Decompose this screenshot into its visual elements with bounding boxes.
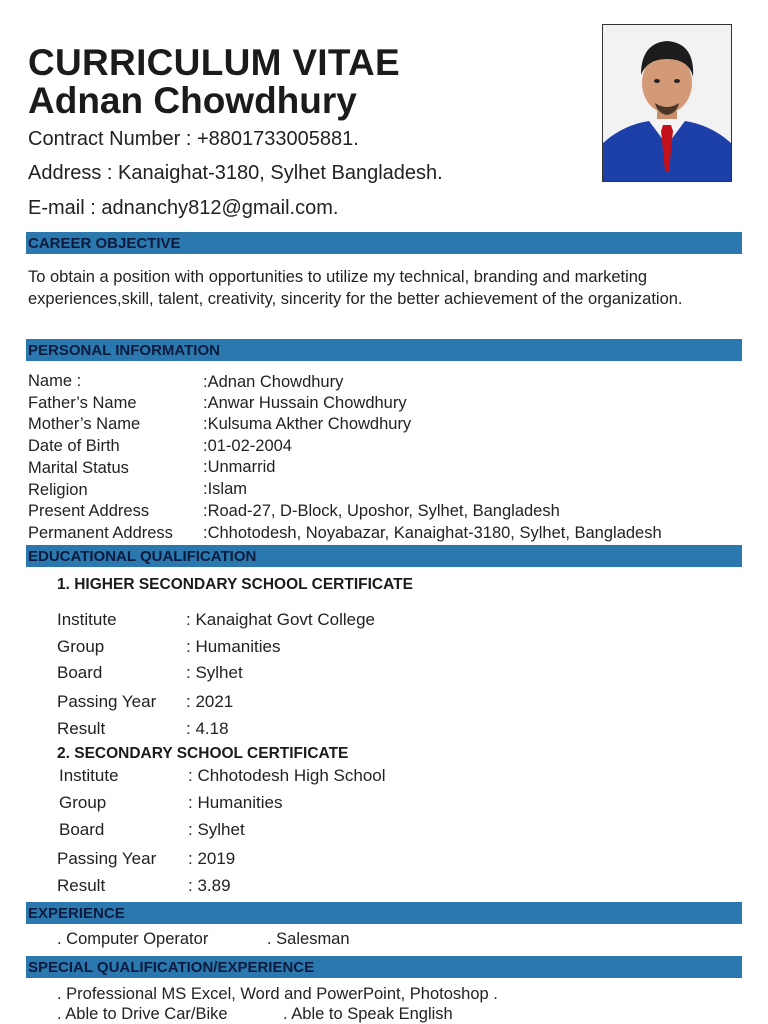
ssc-label-institute: Institute — [59, 766, 119, 785]
personal-label-marital: Marital Status — [28, 459, 129, 477]
personal-value-marital: :Unmarrid — [203, 458, 276, 476]
career-objective-text: To obtain a position with opportunities to utilize my technical, branding and marketing experiences,skill, talent, creativity, sincerity for the better achievement of the organization. — [28, 268, 683, 308]
section-title: EXPERIENCE — [28, 905, 125, 922]
candidate-name: Adnan Chowdhury — [28, 80, 357, 121]
experience-item: . Computer Operator — [57, 930, 209, 948]
hsc-label-institute: Institute — [57, 610, 117, 629]
hsc-value-group: : Humanities — [186, 637, 281, 656]
personal-label-father: Father’s Name — [28, 394, 137, 412]
special-item: . Able to Drive Car/Bike — [57, 1005, 228, 1023]
personal-label-mother: Mother’s Name — [28, 415, 141, 433]
ssc-label-passing-year: Passing Year — [57, 849, 157, 868]
hsc-value-result: : 4.18 — [186, 719, 229, 738]
section-title: SPECIAL QUALIFICATION/EXPERIENCE — [28, 959, 315, 976]
hsc-value-passing-year: : 2021 — [186, 692, 234, 711]
personal-value-present-address: :Road-27, D-Block, Uposhor, Sylhet, Bangladesh — [203, 502, 560, 520]
hsc-value-board: : Sylhet — [186, 663, 243, 682]
address: Address : Kanaighat-3180, Sylhet Bangladesh. — [28, 162, 443, 184]
section-header-career-objective — [26, 232, 742, 254]
section-header-personal-information — [26, 339, 742, 361]
hsc-label-board: Board — [57, 663, 103, 682]
email: E-mail : adnanchy812@gmail.com. — [28, 197, 339, 219]
section-header-experience — [26, 902, 742, 924]
personal-value-father: :Anwar Hussain Chowdhury — [203, 394, 407, 412]
profile-photo — [602, 24, 732, 182]
ssc-label-group: Group — [59, 793, 107, 812]
personal-label-dob: Date of Birth — [28, 437, 120, 455]
section-title: PERSONAL INFORMATION — [28, 342, 220, 359]
personal-value-religion: :Islam — [203, 480, 248, 498]
document-title: CURRICULUM VITAE — [28, 42, 401, 83]
ssc-value-board: : Sylhet — [188, 820, 245, 839]
ssc-value-passing-year: : 2019 — [188, 849, 236, 868]
personal-value-dob: :01-02-2004 — [203, 437, 292, 455]
personal-value-name: :Adnan Chowdhury — [203, 373, 344, 391]
section-title: CAREER OBJECTIVE — [28, 235, 181, 252]
education-heading-ssc: 2. SECONDARY SCHOOL CERTIFICATE — [57, 745, 349, 762]
hsc-label-passing-year: Passing Year — [57, 692, 157, 711]
personal-value-permanent-address: :Chhotodesh, Noyabazar, Kanaighat-3180, Sylhet, Bangladesh — [203, 524, 662, 542]
ssc-label-board: Board — [59, 820, 105, 839]
special-item: . Professional MS Excel, Word and PowerPoint, Photoshop . — [57, 985, 498, 1003]
personal-value-mother: :Kulsuma Akther Chowdhury — [203, 415, 412, 433]
ssc-value-group: : Humanities — [188, 793, 283, 812]
section-header-educational-qualification — [26, 545, 742, 567]
personal-label-name: Name : — [28, 372, 82, 390]
personal-label-present-address: Present Address — [28, 502, 150, 520]
section-title: EDUCATIONAL QUALIFICATION — [28, 548, 257, 565]
personal-label-religion: Religion — [28, 481, 88, 499]
hsc-value-institute: : Kanaighat Govt College — [186, 610, 376, 629]
ssc-label-result: Result — [57, 876, 106, 895]
special-item: . Able to Speak English — [283, 1005, 453, 1023]
education-heading-hsc: 1. HIGHER SECONDARY SCHOOL CERTIFICATE — [57, 576, 413, 593]
personal-label-permanent-address: Permanent Address — [28, 524, 173, 542]
hsc-label-result: Result — [57, 719, 106, 738]
hsc-label-group: Group — [57, 637, 105, 656]
ssc-value-institute: : Chhotodesh High School — [188, 766, 386, 785]
ssc-value-result: : 3.89 — [188, 876, 231, 895]
experience-item: . Salesman — [267, 930, 350, 948]
section-header-special-qualification — [26, 956, 742, 978]
contact-number: Contract Number : +8801733005881. — [28, 128, 359, 150]
